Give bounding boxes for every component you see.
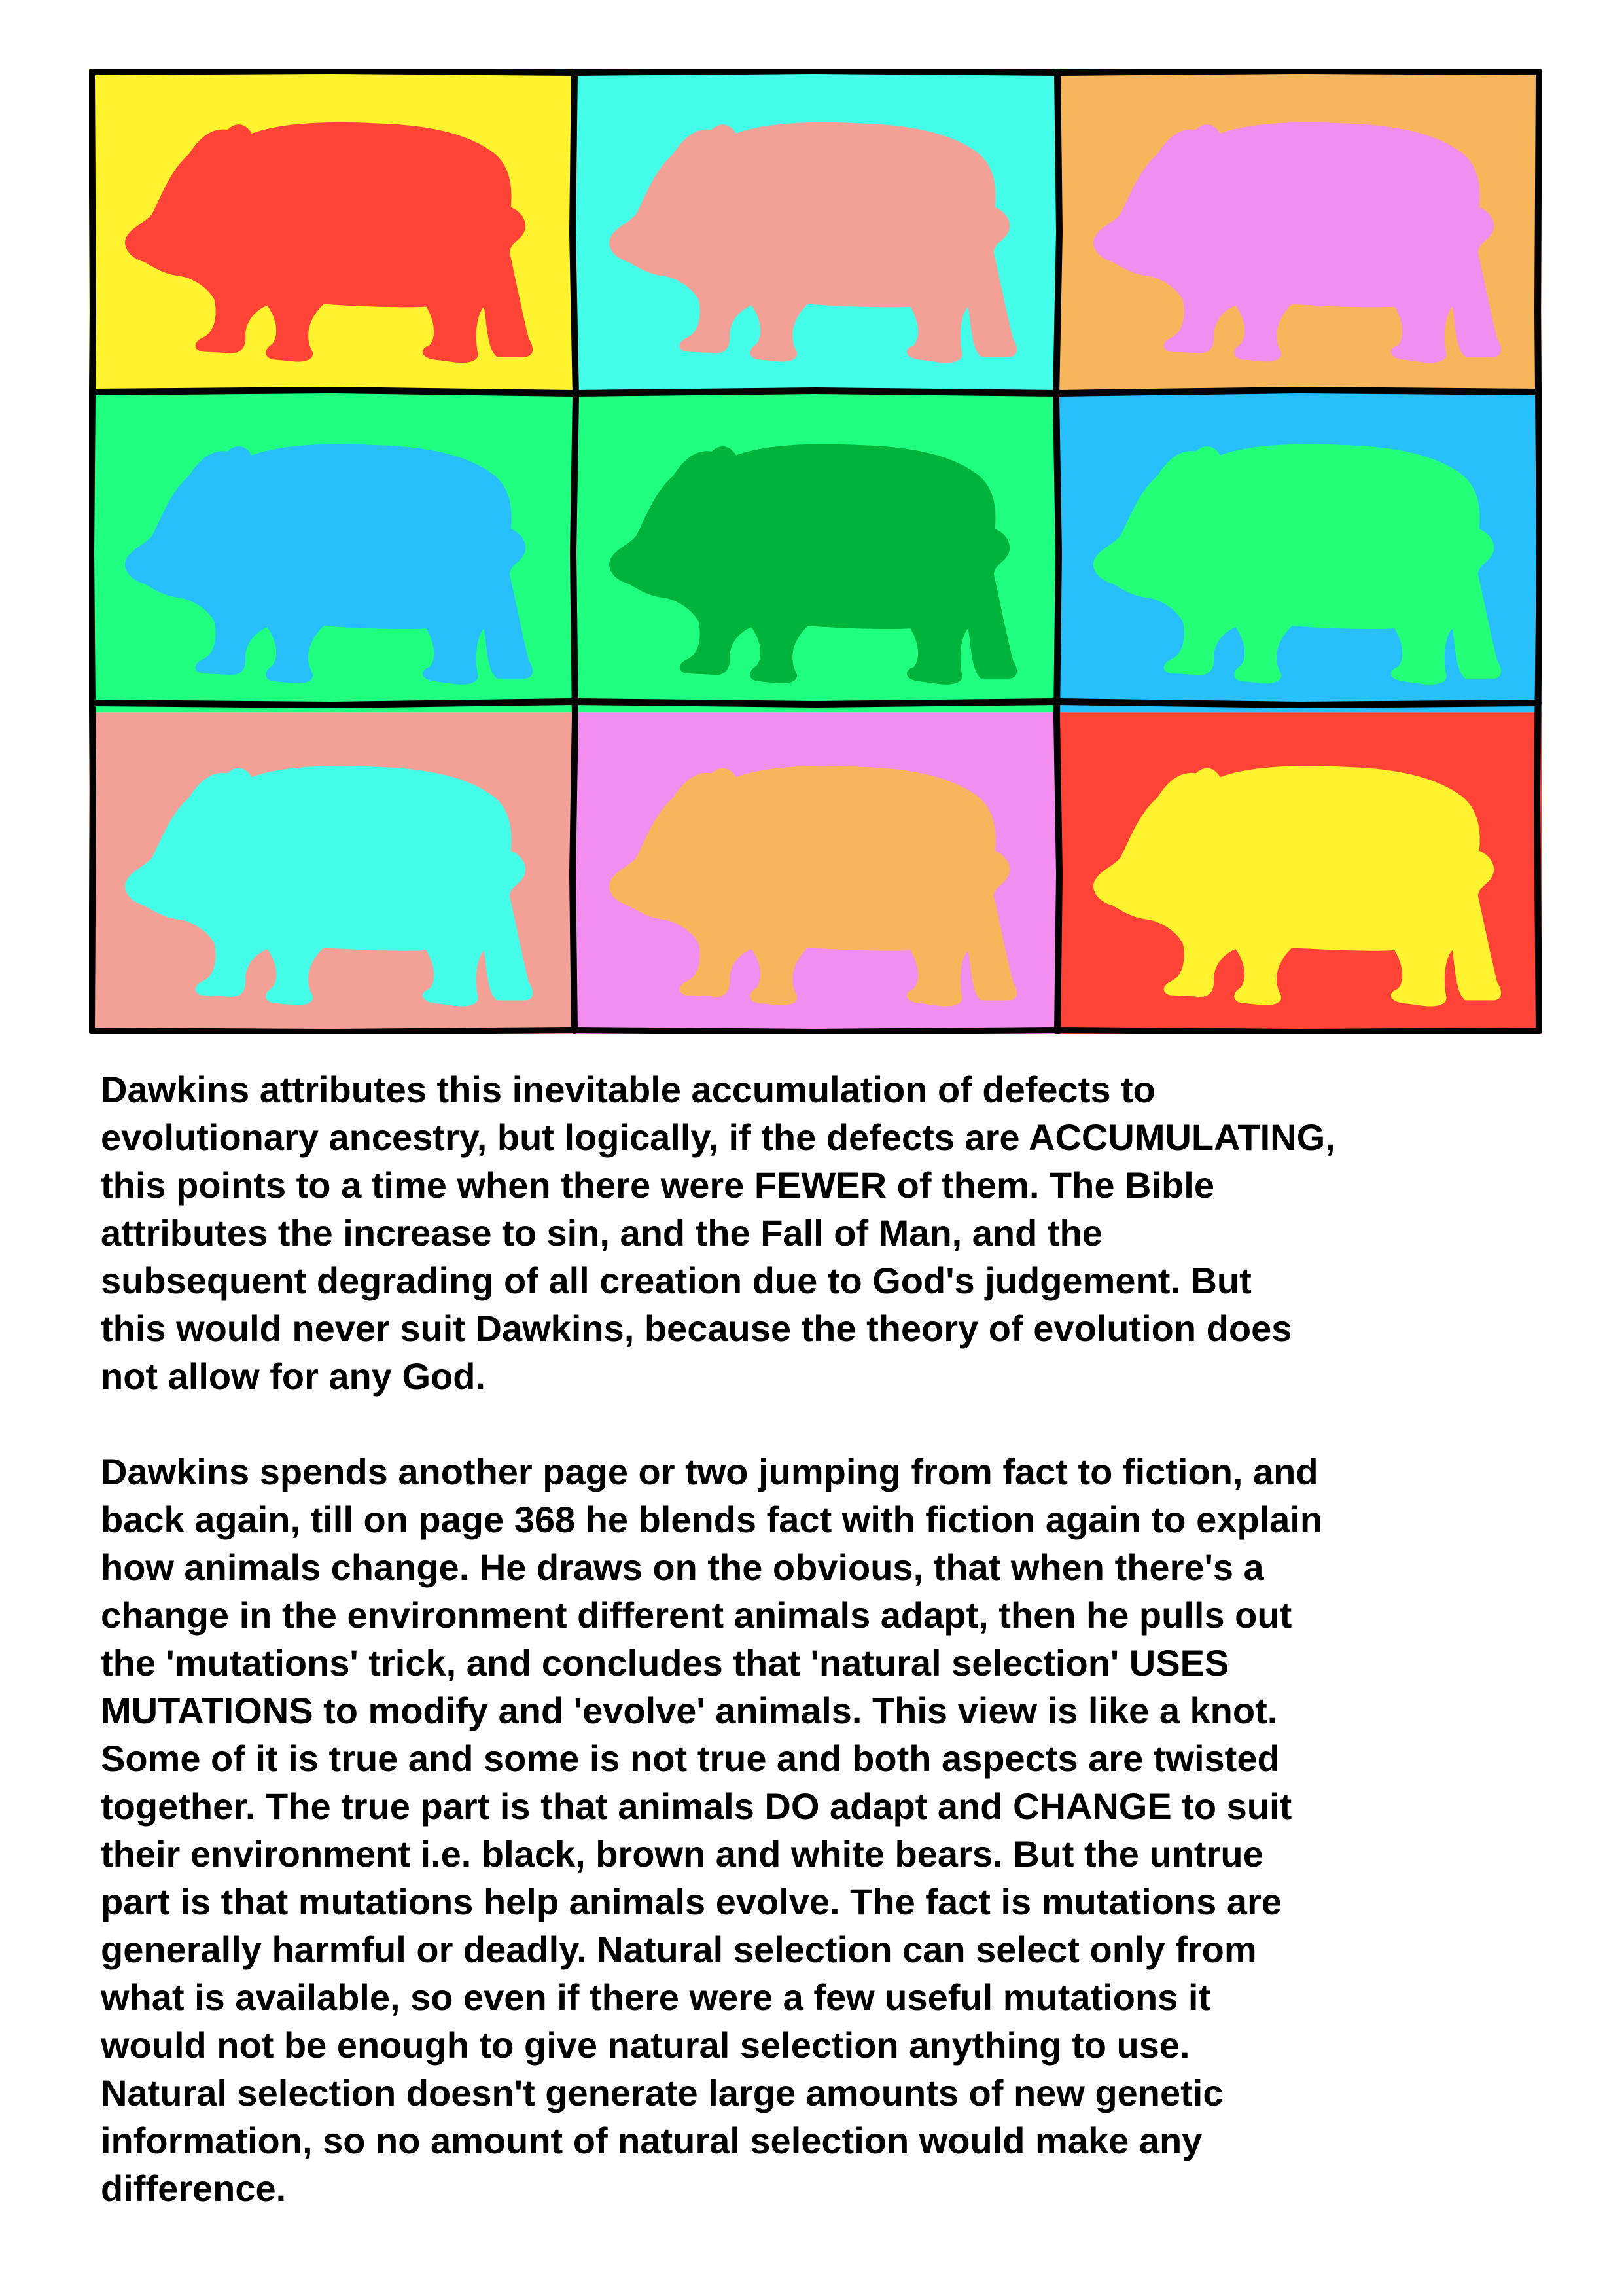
vertical-divider-2 [1056, 71, 1059, 1031]
tapir-panel [1057, 69, 1542, 391]
article-text [101, 1066, 1553, 2260]
tapir-panel [573, 712, 1057, 1034]
vertical-divider-1 [573, 72, 576, 1031]
tapir-panel [573, 69, 1057, 391]
horizontal-divider-1 [92, 390, 1538, 393]
tapir-panel [573, 391, 1057, 713]
paragraph-1: Dawkins attributes this inevitable accumulation of defects to evolutionary ancestry, but logically, if the defects are ACCUMULATING, this points to a time when there were FEWER of them. The Bible attributes the increase to sin, and the Fall of Man, and the subsequent degrading of all creation due to God's judgement. But this would never suit Dawkins, because the theory of evolution does not allow for any God. [101, 1069, 1335, 1397]
tapir-panel [1057, 712, 1542, 1034]
paragraph-2: Dawkins spends another page or two jumping from fact to fiction, and back again, till on page 368 he blends fact with fiction again to explain how animals change. He draws on the obvious, that when there's a change in the environment different animals adapt, then he pulls out the 'mutations' trick, and concludes that 'natural selection' USES MUTATIONS to modify and 'evolve' animals. This view is like a knot. Some of it is true and some is not true and both aspects are twisted together. The true part is that animals DO adapt and CHANGE to suit their environment i.e. black, brown and white bears. But the untrue part is that mutations help animals evolve. The fact is mutations are generally harmful or deadly. Natural selection can select only from what is available, so even if there were a few useful mutations it would not be enough to give natural selection anything to use. Natural selection doesn't generate large amounts of new genetic information, so no amount of natural selection would make any difference. [101, 1451, 1323, 2209]
tapir-grid-illustration [89, 69, 1542, 1034]
horizontal-divider-2 [92, 702, 1538, 705]
tapir-panel [89, 391, 573, 713]
tapir-panel [89, 712, 573, 1034]
tapir-grid-svg [89, 69, 1542, 1034]
tapir-panel [1057, 391, 1542, 713]
tapir-panel [89, 69, 573, 391]
